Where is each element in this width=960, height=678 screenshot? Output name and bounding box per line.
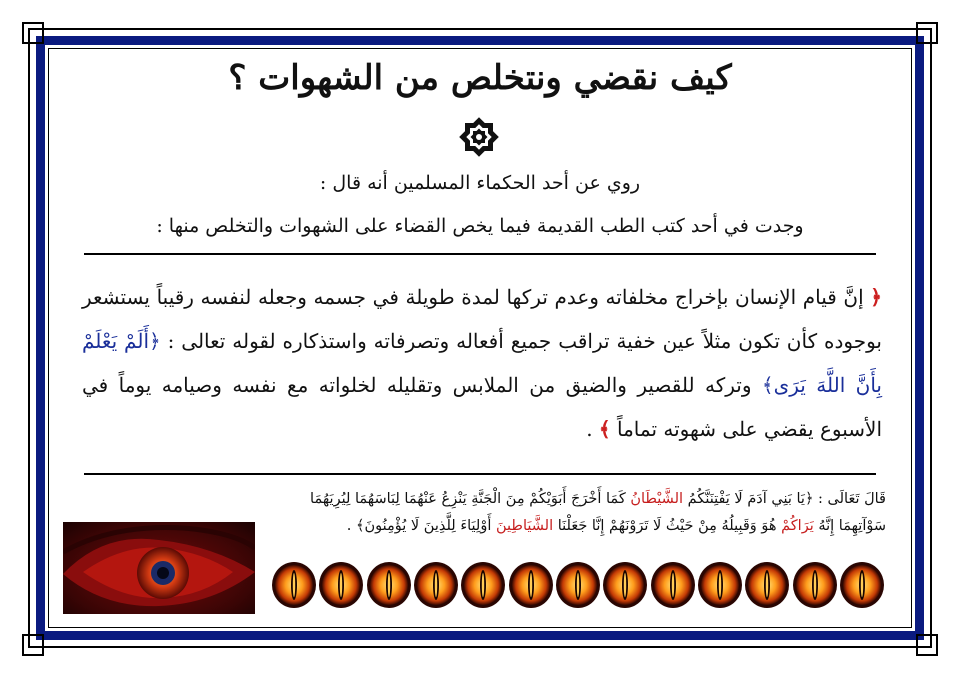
intro-text: روي عن أحد الحكماء المسلمين أنه قال : [319,172,641,194]
sauron-eye-icon [649,560,697,610]
sauron-eye-icon [791,560,839,610]
verse-text [270,486,886,540]
sauron-eye-icon [743,560,791,610]
quote-text-part2: وتركه للقصير والضيق من الملابس وتقليله لخلواته مع نفسه وصيامه يوماً في الأسبوع يقضي على شهوته تماماً [82,373,882,441]
corner-ornament [916,22,938,44]
verse-middle: كَمَا أَخْرَجَ أَبَوَيْكُمْ مِنَ الْجَنَّةِ يَنْزِعُ عَنْهُمَا لِبَاسَهُمَا لِيُرِيَهُمَا سَوْآتِهِمَا إِنَّهُ [310,491,886,534]
verse-suffix: أَوْلِيَاءَ لِلَّذِينَ لَا يُؤْمِنُونَ﴾ . [346,518,496,534]
red-eye-image [63,522,255,614]
page-title: كيف نقضي ونتخلص من الشهوات ؟ [228,58,732,98]
sauron-eye-icon [601,560,649,610]
verse-shayatin: الشَّيَاطِينَ [496,518,554,534]
quote-end: . [586,417,599,441]
corner-ornament [916,634,938,656]
quote-text-part1: إنَّ قيام الإنسان بإخراج مخلفاته وعدم تركها لمدة طويلة في جسمه وجعله لنفسه رقيباً يستشعر بوجوده كأن تكون مثلاً عين خفية تراقب جميع أفعاله وتصرفاته واستذكاره لقوله تعالى : [82,285,882,353]
sauron-eye-icon [365,560,413,610]
sauron-eye-icon [696,560,744,610]
subintro-text: وجدت في أحد كتب الطب القديمة فيما يخص القضاء على الشهوات والتخلص منها : [156,215,804,237]
corner-ornament [22,22,44,44]
verse-prefix: قَالَ تَعَالَى : ﴿يَا بَنِي آدَمَ لَا يَفْتِنَنَّكُمُ [683,491,886,507]
octagram-ornament-icon [458,116,500,158]
sauron-eye-icon [507,560,555,610]
sauron-eye-icon [459,560,507,610]
corner-ornament [22,634,44,656]
verse-shaytan: الشَّيْطَانُ [630,491,684,507]
verse-yarakum: يَرَاكُمْ [781,518,814,534]
sauron-eye-icon [270,560,318,610]
ayah-text: ﴿أَلَمْ يَعْلَمْ بِأَنَّ اللَّهَ يَرَى﴾ [82,329,882,397]
sauron-eye-icon [554,560,602,610]
quote-close-mark: ﴾ [598,417,611,441]
sauron-eye-icon [838,560,886,610]
divider [84,253,876,255]
divider [84,473,876,475]
quote-paragraph [82,275,882,451]
verse-middle2: هُوَ وَقَبِيلُهُ مِنْ حَيْثُ لَا تَرَوْنَهُمْ إِنَّا جَعَلْنَا [553,518,782,534]
sauron-eye-icon [412,560,460,610]
quote-open-mark: ﴿ [870,285,882,309]
eye-row [270,560,886,612]
sauron-eye-icon [317,560,365,610]
